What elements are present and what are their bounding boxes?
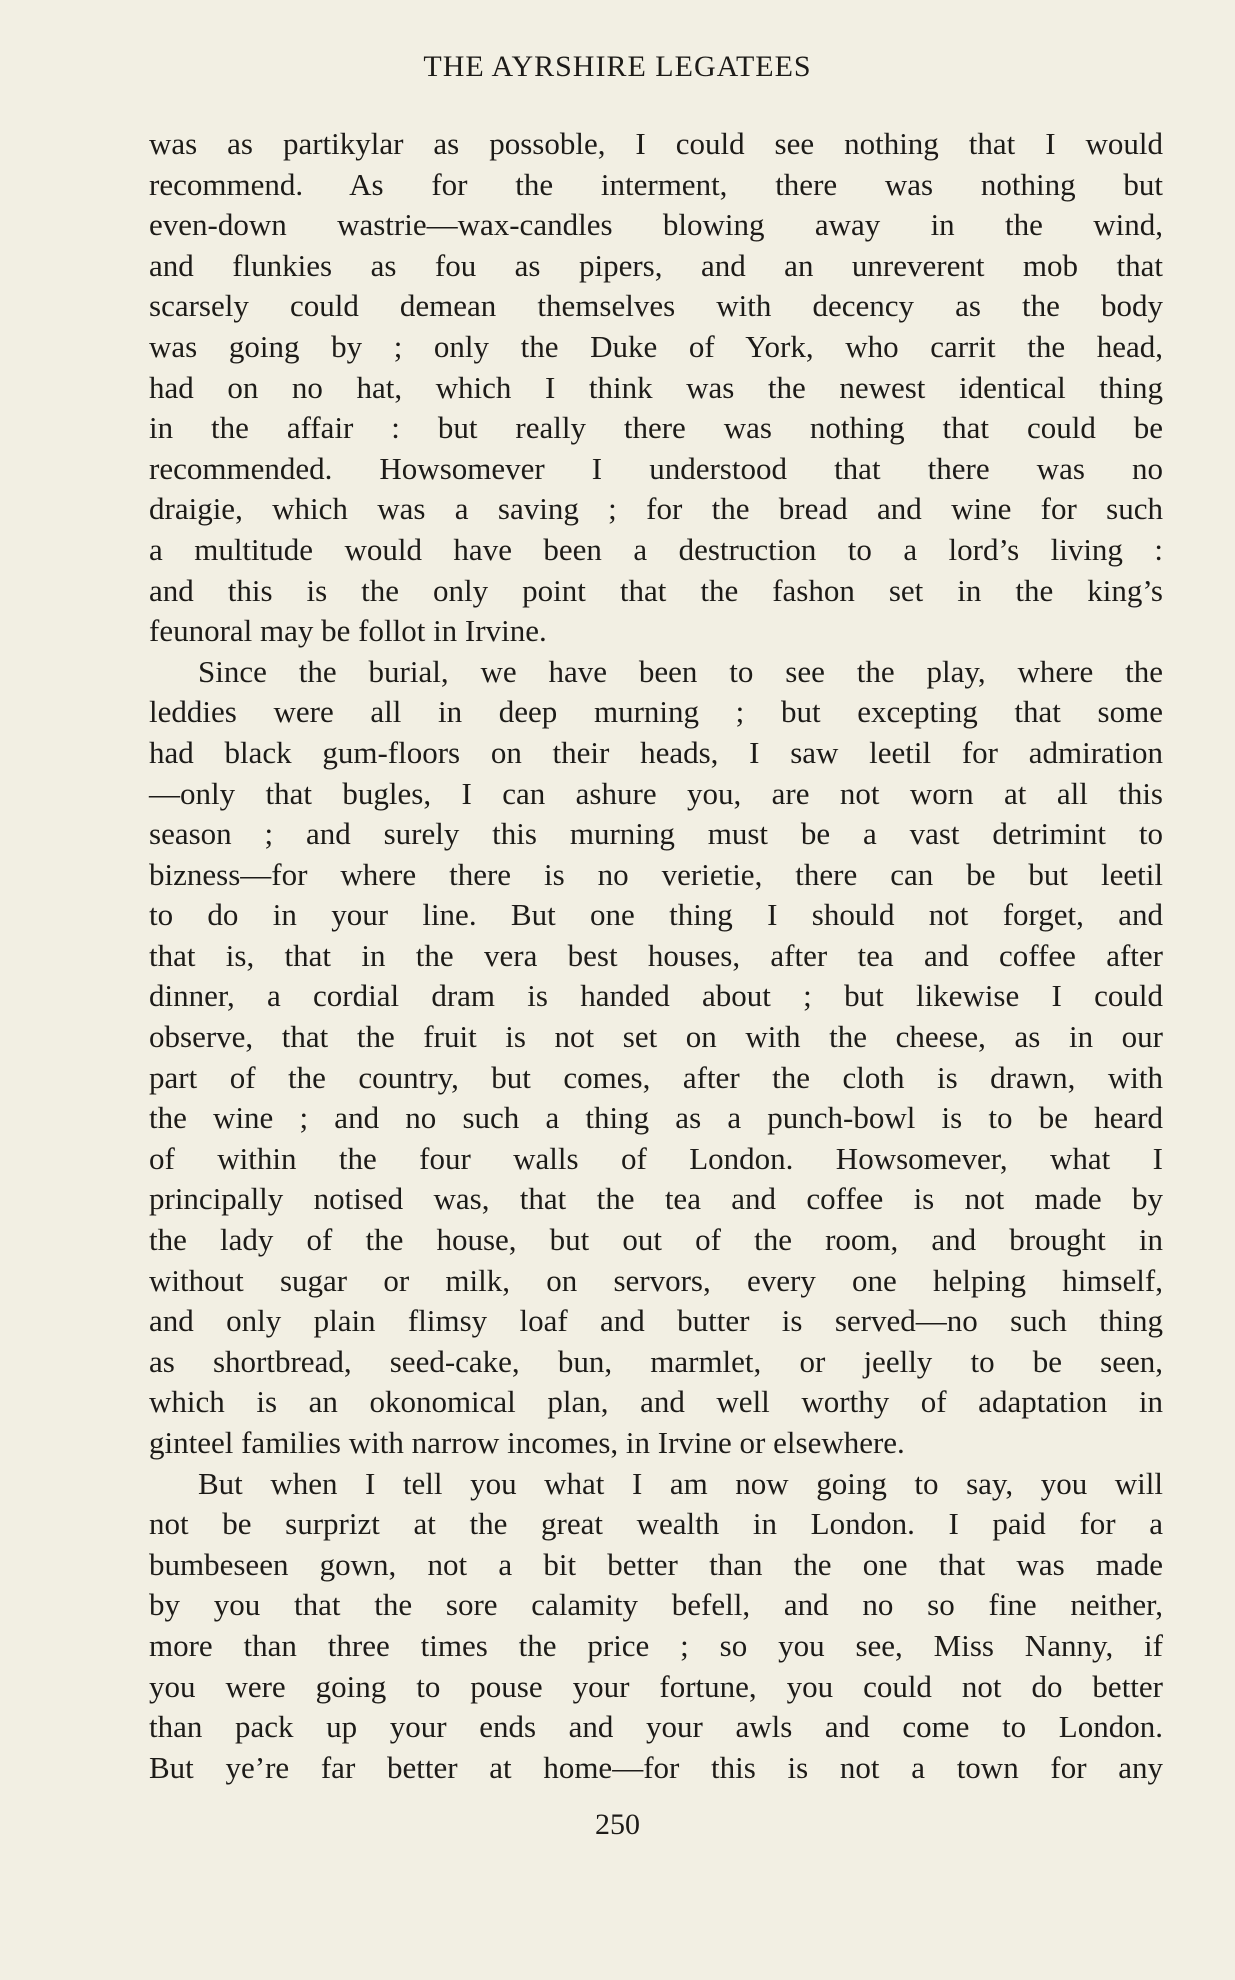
text-line: recommended. Howsomever I understood that there was no — [149, 450, 1163, 486]
text-line: and this is the only point that the fashon set in the king’s — [149, 572, 1163, 608]
text-line: not be surprizt at the great wealth in London. I paid for a — [149, 1506, 1163, 1542]
text-line: even-down wastrie—wax-candles blowing away in the wind, — [149, 207, 1163, 243]
text-line: the lady of the house, but out of the room, and brought in — [149, 1222, 1163, 1258]
text-line: you were going to pouse your fortune, you could not do better — [149, 1668, 1163, 1704]
running-head-title: THE AYRSHIRE LEGATEES — [423, 50, 812, 83]
text-line: But ye’re far better at home—for this is not a town for any — [149, 1749, 1163, 1785]
text-line: to do in your line. But one thing I should not forget, and — [149, 897, 1163, 933]
text-line-paragraph-start: Since the burial, we have been to see the play, where the — [198, 653, 1163, 689]
text-line: leddies were all in deep murning ; but excepting that some — [149, 694, 1163, 730]
text-line-paragraph-end: feunoral may be follot in Irvine. — [149, 613, 547, 649]
text-line: more than three times the price ; so you see, Miss Nanny, if — [149, 1627, 1163, 1663]
text-line: had black gum-floors on their heads, I saw leetil for admiration — [149, 734, 1163, 770]
text-line: and flunkies as fou as pipers, and an unreverent mob that — [149, 247, 1163, 283]
text-line: and only plain flimsy loaf and butter is served—no such thing — [149, 1303, 1163, 1339]
text-line: as shortbread, seed-cake, bun, marmlet, or jeelly to be seen, — [149, 1343, 1163, 1379]
text-line: bumbeseen gown, not a bit better than the one that was made — [149, 1546, 1163, 1582]
text-line-paragraph-end: ginteel families with narrow incomes, in Irvine or elsewhere. — [149, 1425, 905, 1460]
page-number: 250 — [595, 1808, 640, 1841]
text-line: dinner, a cordial dram is handed about ; but likewise I could — [149, 978, 1163, 1014]
text-line: —only that bugles, I can ashure you, are not worn at all this — [149, 775, 1163, 811]
text-line: principally notised was, that the tea and coffee is not made by — [149, 1181, 1163, 1217]
text-line: the wine ; and no such a thing as a punch-bowl is to be heard — [149, 1100, 1163, 1136]
text-line: had on no hat, which I think was the newest identical thing — [149, 369, 1163, 405]
text-line: than pack up your ends and your awls and come to London. — [149, 1709, 1163, 1745]
body-text — [149, 124, 1163, 1788]
text-line: that is, that in the vera best houses, after tea and coffee after — [149, 937, 1163, 973]
text-line: was going by ; only the Duke of York, who carrit the head, — [149, 328, 1163, 364]
text-line: by you that the sore calamity befell, and no so fine neither, — [149, 1587, 1163, 1623]
text-line: scarsely could demean themselves with decency as the body — [149, 288, 1163, 324]
text-line: which is an okonomical plan, and well worthy of adaptation in — [149, 1384, 1163, 1420]
text-line: was as partikylar as possoble, I could see nothing that I would — [149, 126, 1163, 161]
text-line: draigie, which was a saving ; for the bread and wine for such — [149, 491, 1163, 527]
text-line: part of the country, but comes, after the cloth is drawn, with — [149, 1059, 1163, 1095]
text-line: a multitude would have been a destruction to a lord’s living : — [149, 531, 1163, 567]
text-line: recommend. As for the interment, there was nothing but — [149, 166, 1163, 202]
text-line: of within the four walls of London. Howsomever, what I — [149, 1140, 1163, 1176]
text-line: in the affair : but really there was nothing that could be — [149, 410, 1163, 446]
text-line-paragraph-start: But when I tell you what I am now going to say, you will — [198, 1465, 1163, 1501]
text-line: season ; and surely this murning must be a vast detrimint to — [149, 816, 1163, 852]
text-line: observe, that the fruit is not set on with the cheese, as in our — [149, 1019, 1163, 1055]
text-line: without sugar or milk, on servors, every one helping himself, — [149, 1262, 1163, 1298]
text-line: bizness—for where there is no verietie, there can be but leetil — [149, 856, 1163, 892]
